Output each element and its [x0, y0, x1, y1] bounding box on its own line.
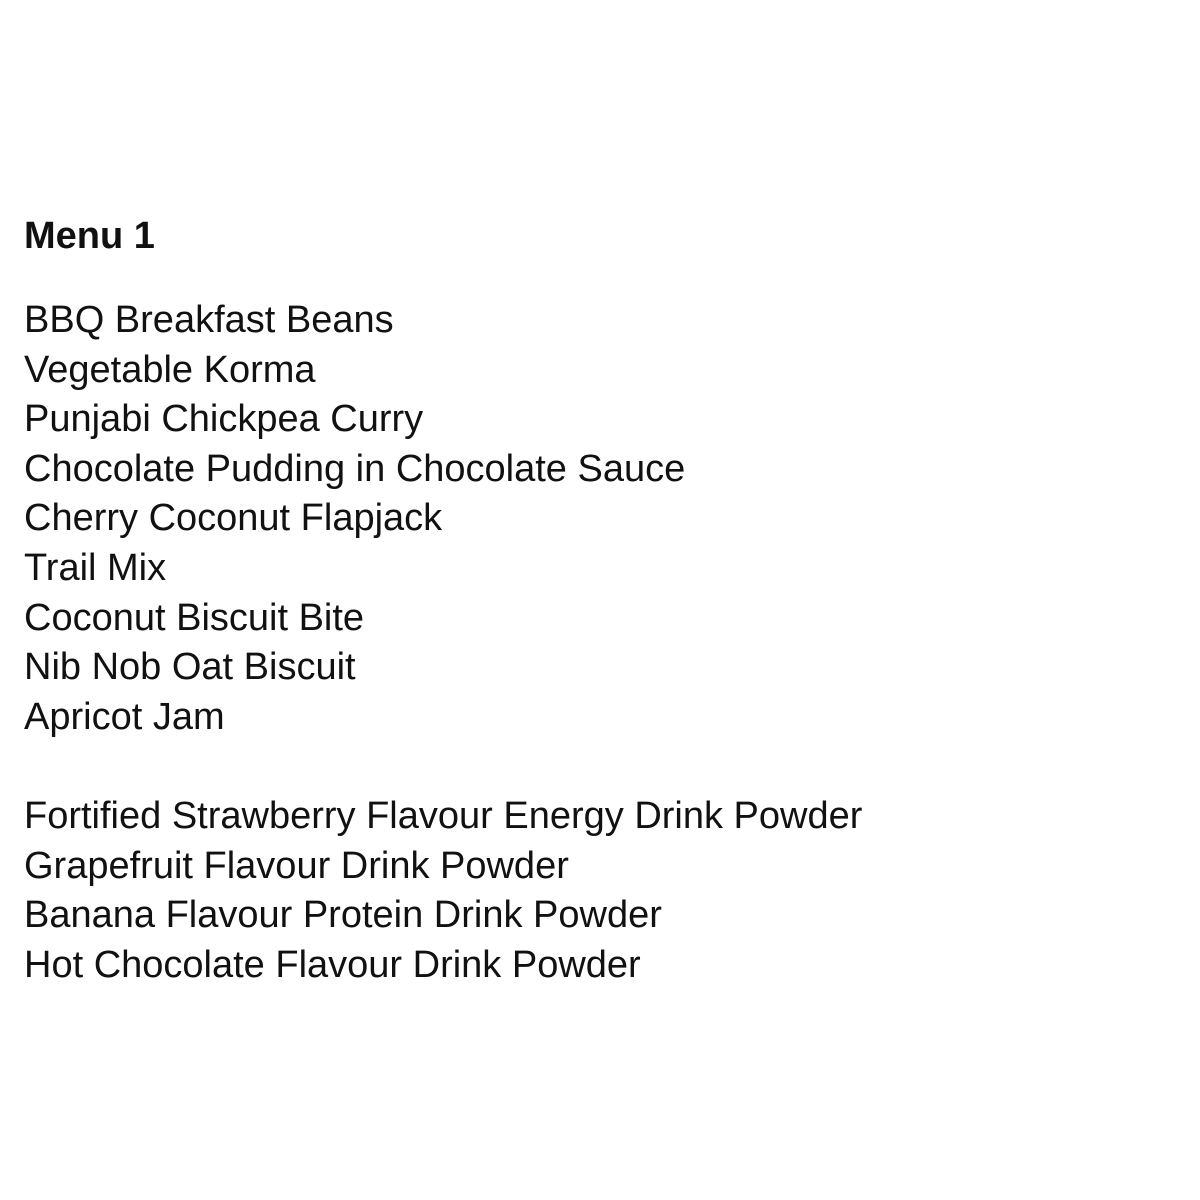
drink-list: [24, 792, 1184, 990]
menu-title: Menu 1: [24, 215, 155, 257]
food-item: BBQ Breakfast Beans: [24, 299, 394, 341]
food-list: [24, 296, 1184, 742]
food-item: Nib Nob Oat Biscuit: [24, 646, 356, 689]
food-item: Chocolate Pudding in Chocolate Sauce: [24, 447, 686, 490]
food-item: Cherry Coconut Flapjack: [24, 497, 443, 540]
menu-document: [24, 210, 1184, 990]
drink-item: Banana Flavour Protein Drink Powder: [24, 894, 662, 937]
drink-item: Fortified Strawberry Flavour Energy Drink Powder: [24, 794, 863, 837]
drink-item: Grapefruit Flavour Drink Powder: [24, 844, 569, 887]
food-item: Apricot Jam: [24, 695, 225, 738]
food-item: Trail Mix: [24, 546, 167, 589]
food-item: Coconut Biscuit Bite: [24, 596, 365, 639]
food-item: Vegetable Korma: [24, 348, 316, 391]
food-item: Punjabi Chickpea Curry: [24, 398, 424, 441]
drink-item: Hot Chocolate Flavour Drink Powder: [24, 943, 641, 986]
